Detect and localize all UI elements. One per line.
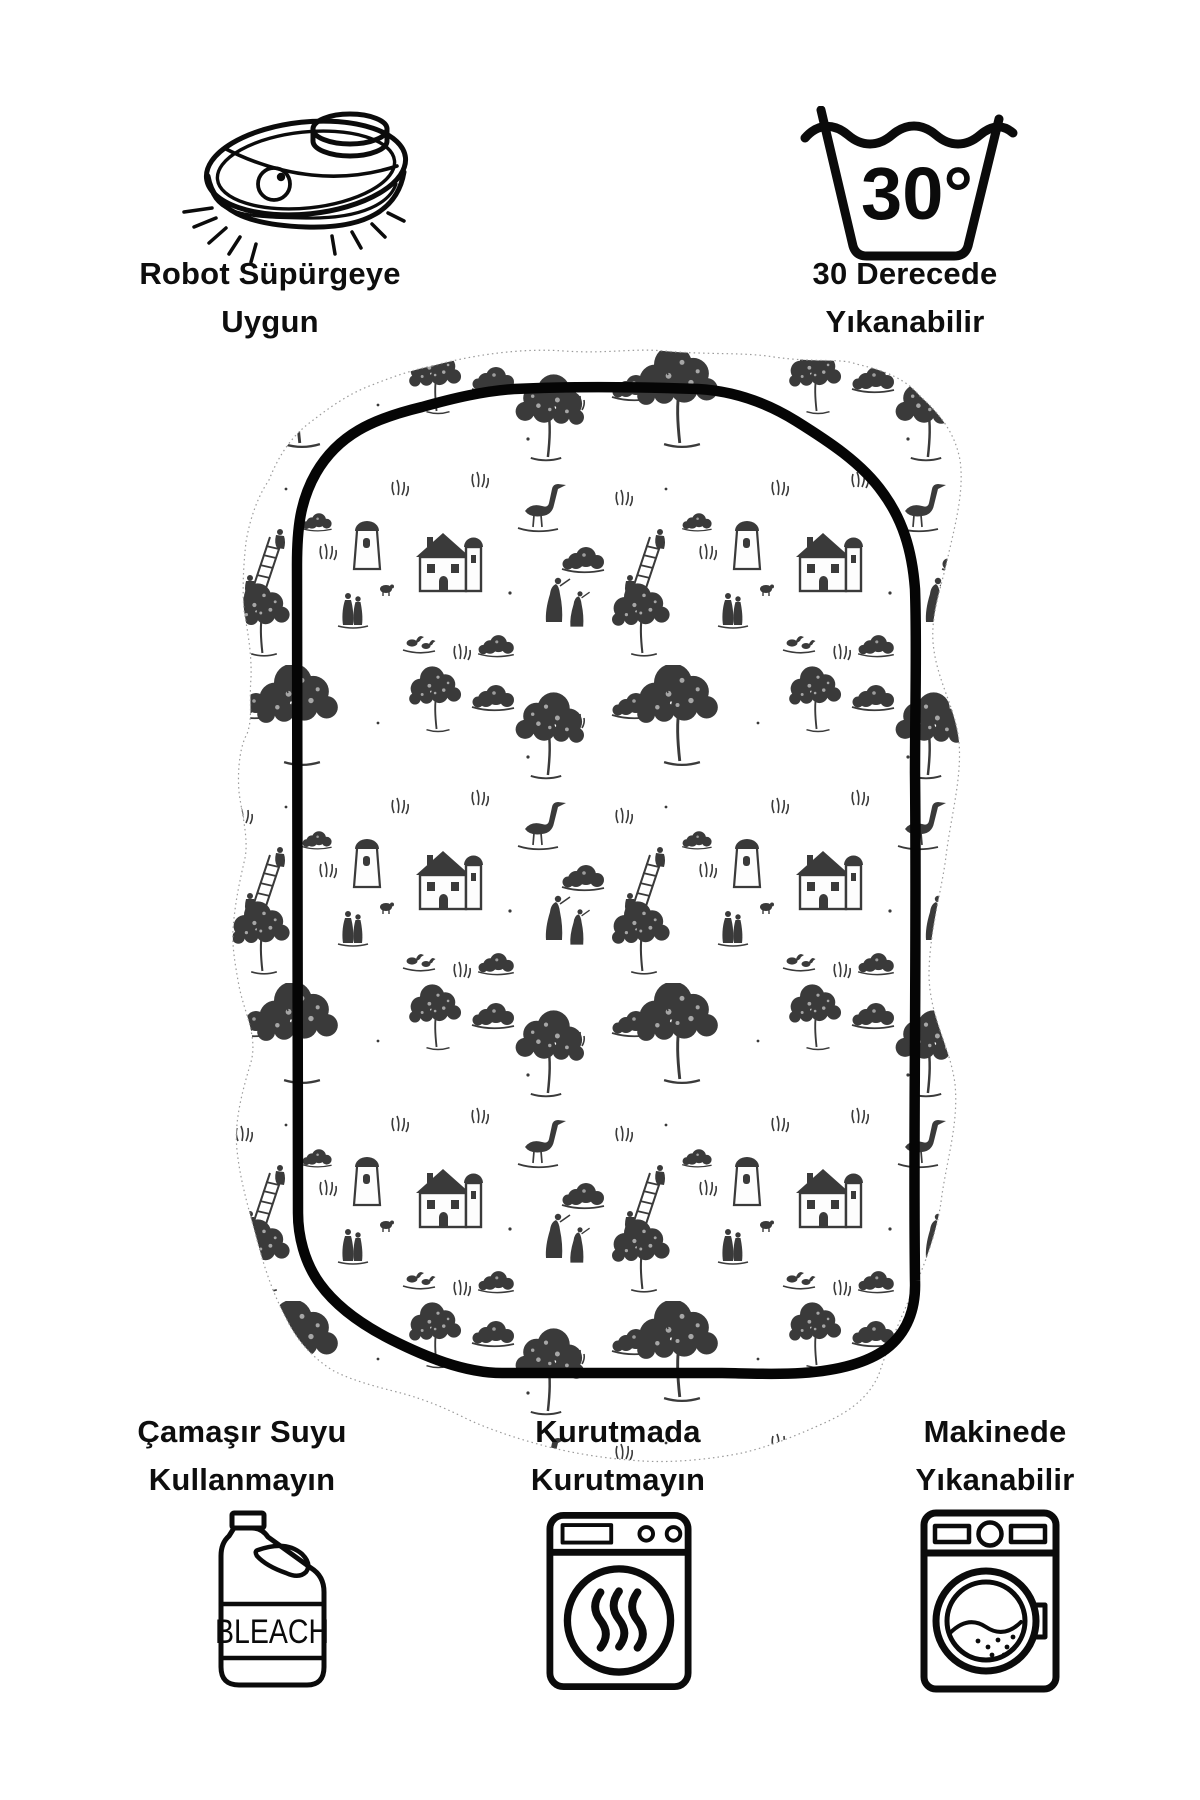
rug-image <box>222 333 982 1473</box>
robot-vacuum-caption-line2: Uygun <box>221 304 319 339</box>
tumble-dryer-icon <box>546 1510 692 1692</box>
no-tumble-dry-caption-line1: Kurutmada <box>535 1414 701 1449</box>
washing-machine-icon <box>920 1509 1060 1693</box>
no-tumble-dry-caption-line2: Kurutmayın <box>530 1462 706 1497</box>
no-tumble-dry-caption <box>438 1408 798 1504</box>
wash-30-caption-line2: Yıkanabilir <box>825 304 985 339</box>
machine-washable-caption <box>815 1408 1175 1504</box>
machine-washable-caption-line2: Yıkanabilir <box>915 1462 1075 1497</box>
wash-30-caption-line1: 30 Derecede <box>812 256 998 291</box>
no-bleach-caption <box>62 1408 422 1504</box>
rug-silhouette <box>233 350 961 1461</box>
wash-30-caption <box>725 250 1085 346</box>
no-bleach-caption-line1: Çamaşır Suyu <box>137 1414 347 1449</box>
robot-vacuum-icon <box>182 96 422 268</box>
robot-vacuum-caption-line1: Robot Süpürgeye <box>139 256 401 291</box>
bleach-jug-label: BLEACH <box>214 1612 330 1651</box>
wash-basin-30-icon <box>799 106 1019 264</box>
no-bleach-caption-line2: Kullanmayın <box>148 1462 336 1497</box>
robot-vacuum-caption <box>90 250 450 346</box>
wash-temperature-label: 30° <box>861 152 973 235</box>
machine-washable-caption-line1: Makinede <box>923 1414 1067 1449</box>
bleach-jug-icon <box>202 1510 342 1698</box>
